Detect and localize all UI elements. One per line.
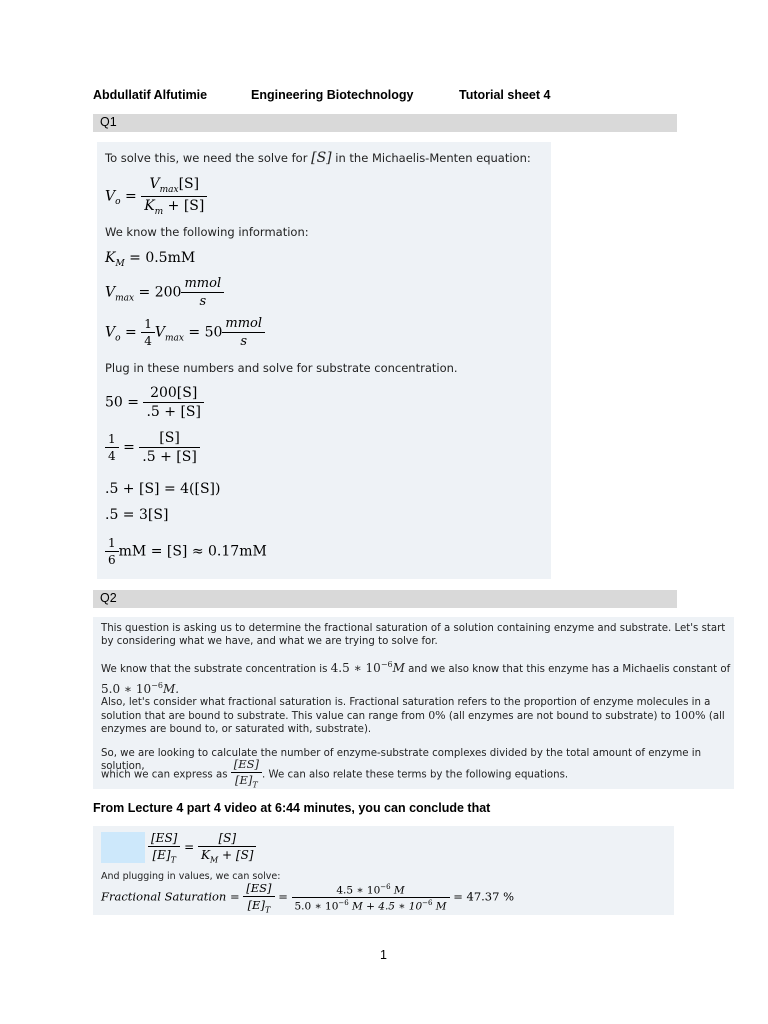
q2-paragraph-2: We know that the substrate concentration is 4.5 ∗ $10^{-6}M$ and we also know that this enzyme has a Michaelis constant of 5.0 ∗ $10^{-6}M$.	[101, 660, 731, 696]
q1-heading-bar	[93, 114, 677, 132]
course-name: Engineering Biotechnology	[251, 88, 414, 102]
step-4-equation: .5 = 3[S]	[105, 507, 169, 523]
q2-paragraph-3: Also, let's consider what fractional saturation is. Fractional saturation refers to the proportion of enzyme molecules in a solution that are bound to substrate. This value can range from 0% (all enzymes are not bound to substrate) to 100% (all enzymes are bound to, or saturated with, substrate).	[101, 697, 725, 735]
highlight-box	[101, 832, 145, 863]
fractional-saturation-relation: $\frac{[ES]}{[E]_T}$ = $\frac{[S]}{K_M + [S]}$	[148, 831, 256, 864]
vo-value: $V_o$ = $\frac{1}{4}$ $V_{max} = 50$ $\frac{\text{mmol}}{s}$	[105, 316, 265, 349]
q2-paragraph-4-line-1: So, we are looking to calculate the number of enzyme-substrate complexes divided by the total amount of enzyme in solution,	[101, 748, 702, 772]
sheet-title: Tutorial sheet 4	[459, 88, 551, 102]
final-plug-text: And plugging in values, we can solve:	[101, 871, 281, 882]
q2-paragraph-4-line-2: which we can express as $\frac{[ES]}{[E]_T}$ . We can also relate these terms by the following equations.	[101, 757, 569, 790]
step-5-result: $\frac{1}{6}$ mM = [S] ≈ 0.17mM	[105, 536, 267, 567]
q2-heading-bar	[93, 590, 677, 608]
step-1-equation: 50 = $\frac{200[S]}{.5 + [S]}$	[105, 385, 204, 420]
q1-plug-text: Plug in these numbers and solve for substrate concentration.	[105, 361, 458, 375]
q1-label: Q1	[100, 115, 117, 129]
vmax-value: $V_{max} = 200$ $\frac{\text{mmol}}{s}$	[105, 276, 224, 309]
page-number: 1	[380, 948, 387, 962]
fractional-saturation-calculation: Fractional Saturation = $\frac{[ES]}{[E]_T}$ = $\frac{4.5 ∗ 10^{-6} M}{5.0 ∗ 10^{-6} M + 4.5 ∗ 10^{-6} M}$ = 47.37 %	[101, 881, 515, 915]
q1-known-text: We know the following information:	[105, 225, 309, 239]
q1-intro: To solve this, we need the solve for [S] in the Michaelis-Menten equation:	[105, 150, 531, 166]
q2-paragraph-1: This question is asking us to determine the fractional saturation of a solution containing enzyme and substrate. Let's start by considering what we have, and what we are trying to solve for.	[101, 623, 726, 647]
km-value: $K_M = 0.5mM$	[105, 250, 196, 269]
step-2-equation: $\frac{1}{4}$ = $\frac{[S]}{.5 + [S]}$	[105, 430, 200, 465]
step-3-equation: .5 + [S] = 4([S])	[105, 481, 221, 497]
lecture-reference: From Lecture 4 part 4 video at 6:44 minutes, you can conclude that	[93, 801, 491, 815]
michaelis-menten-equation: $V_o$ = $\frac{V_{max}[S]}{K_m + [S]}$	[105, 176, 207, 217]
q2-label: Q2	[100, 591, 117, 605]
author-name: Abdullatif Alfutimie	[93, 88, 208, 102]
